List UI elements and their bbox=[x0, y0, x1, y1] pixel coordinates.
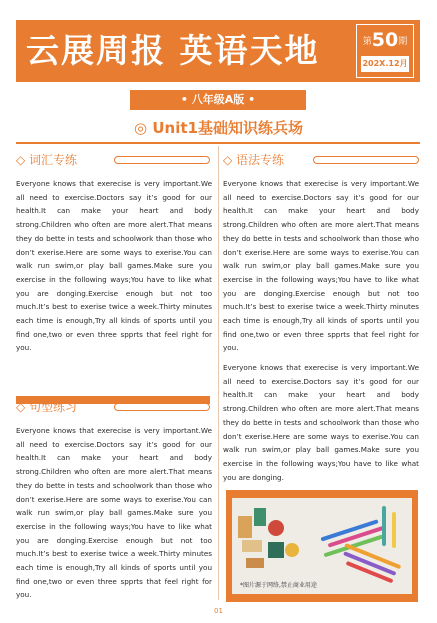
vocab-heading-label: ◇ 词汇专练 bbox=[16, 153, 78, 167]
edition-banner: • 八年级A版 • bbox=[130, 90, 306, 110]
title-underline bbox=[16, 142, 420, 144]
masthead bbox=[16, 20, 420, 82]
issue-date: 202X.12月 bbox=[361, 56, 409, 72]
photo-caption: *图片源于网络,禁止商业用途 bbox=[240, 582, 317, 589]
grammar-paragraph-2: Everyone knows that exerecise is very important.We all need to exercise.Doctors say it’s good for our health.It can make your heart and body strong.Children who often are more alert.That means they do bette in tests and schoolwork than those who don’t exerise.Here are some ways to exerise.You can walk run swim,or play ball games.Make sure you exercise in the following ways;You have to like what you are donging. bbox=[223, 363, 419, 482]
issue-number: 50 bbox=[371, 29, 399, 51]
grammar-paragraph-1: Everyone knows that exerecise is very important.We all need to exercise.Doctors say it’s good for our health.It can make your heart and body strong.Children who often are more alert.That means they do bette in tests and schoolwork than those who don’t exerise.Here are some ways to exerise.You can walk run swim,or play ball games.Make sure you exercise in the following ways;You have to like what you are donging.Exercise enough but not too much.It’s best to exerise twice a week.Thirty minutes each time is enough,Try all kinds of sports until you find one,two or even three spprts that feel right for you. bbox=[223, 179, 419, 353]
toys-photo bbox=[232, 498, 412, 594]
vocab-paragraph: Everyone knows that exerecise is very important.We all need to exercise.Doctors say it’s good for our health.It can make your heart and body strong.Children who often are more alert.That means they do bette in tests and schoolwork than those who don’t exerise.Here are some ways to exerise.You can walk run swim,or play ball games.Make sure you exercise in the following ways;You have to like what you are donging.Exercise enough but not too much.It’s best to exerise twice a week.Thirty minutes each time is enough,Try all kinds of sports until you find one,two or even three spprts that feel right for you. bbox=[16, 179, 212, 353]
heading-rail bbox=[114, 403, 210, 411]
issue-badge bbox=[356, 24, 414, 78]
issue-number-line bbox=[357, 27, 413, 55]
issue-prefix: 第 bbox=[362, 37, 372, 47]
sentence-heading bbox=[16, 397, 210, 417]
unit-title: ◎ Unit1基础知识练兵场 bbox=[134, 119, 303, 137]
column-divider bbox=[218, 146, 219, 600]
newspaper-title: 云展周报 英语天地 bbox=[26, 31, 320, 70]
sentence-heading-label: ◇ 句型练习 bbox=[16, 400, 78, 414]
vocab-heading bbox=[16, 150, 210, 170]
heading-rail bbox=[313, 156, 419, 164]
sentence-paragraph: Everyone knows that exerecise is very important.We all need to exercise.Doctors say it’s good for our health.It can make your heart and body strong.Children who often are more alert.That means they do bette in tests and schoolwork than those who don’t exerise.Here are some ways to exerise.You can walk run swim,or play ball games.Make sure you exercise in the following ways;You have to like what you are donging.Exercise enough but not too much.It’s best to exerise twice a week.Thirty minutes each time is enough,Try all kinds of sports until you find one,two or even three spprts that feel right for you. bbox=[16, 426, 212, 600]
photo-frame bbox=[226, 490, 418, 602]
issue-suffix: 期 bbox=[398, 37, 408, 47]
heading-rail bbox=[114, 156, 210, 164]
grammar-heading-label: ◇ 语法专练 bbox=[223, 153, 285, 167]
page-number: 01 bbox=[214, 607, 223, 615]
grammar-heading bbox=[223, 150, 419, 170]
